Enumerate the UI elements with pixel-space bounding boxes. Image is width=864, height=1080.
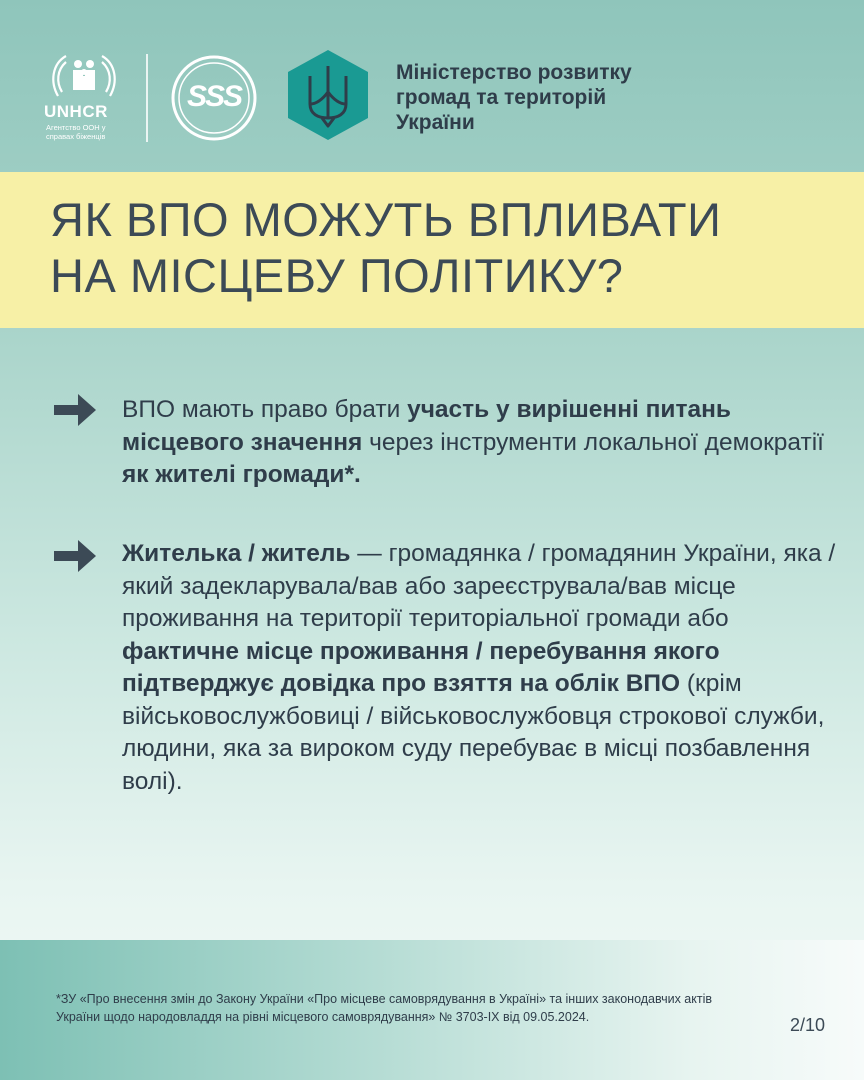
unhcr-logo: [44, 52, 124, 144]
bullet-1-text: [122, 394, 842, 492]
footnote: *ЗУ «Про внесення змін до Закону України «Про місцеве самоврядування в Україні» та інших законодавчих актів України щодо народовладдя на рівні місцевого самоврядування» № 3703-IX від 09.05.2024.: [56, 992, 712, 1024]
trident-icon: [282, 48, 374, 142]
text-run: через інструменти локальної демократії: [362, 428, 824, 456]
unhcr-name: UNHCR: [44, 102, 108, 121]
text-run: (крім військовослужбовиці / військовослужбовця строкової служби, людини, яка за вироком суду перебуває в місці позбавлення волі).: [122, 670, 825, 795]
arrow-right-icon: [52, 538, 98, 574]
bold-text-run: Жителька / житель: [122, 540, 351, 567]
ministry-logo: [282, 48, 374, 142]
bold-text-run: як жителі громади*.: [122, 461, 361, 488]
arrow-right-icon: [52, 392, 98, 428]
unhcr-family-icon: [44, 52, 124, 100]
unhcr-subtitle: Агентство ООН у справах біженців: [46, 123, 106, 141]
header: [0, 0, 864, 172]
page-number: 2/10: [790, 1015, 826, 1035]
page-title: ЯК ВПО МОЖУТЬ ВПЛИВАТИ НА МІСЦЕВУ ПОЛІТИКУ?: [50, 193, 722, 302]
text-run: — громадянка / громадянин України, яка / який задекларувала/вав або зареєструвала/вав місце проживання на території територіальної громади або: [122, 540, 836, 632]
bold-text-run: фактичне місце проживання / перебування якого підтверджує довідка про взяття на облік ВПО: [122, 637, 720, 697]
bold-text-run: участь у вирішенні питань місцевого значення: [122, 396, 731, 456]
logo-divider: [146, 54, 148, 142]
sss-logo-text: SSS: [186, 80, 242, 113]
sss-logo: [170, 54, 258, 142]
text-run: ВПО мають право брати: [122, 396, 408, 423]
ministry-name: Міністерство розвитку громад та територій України: [396, 61, 632, 134]
bullet-2-text: [122, 538, 842, 798]
